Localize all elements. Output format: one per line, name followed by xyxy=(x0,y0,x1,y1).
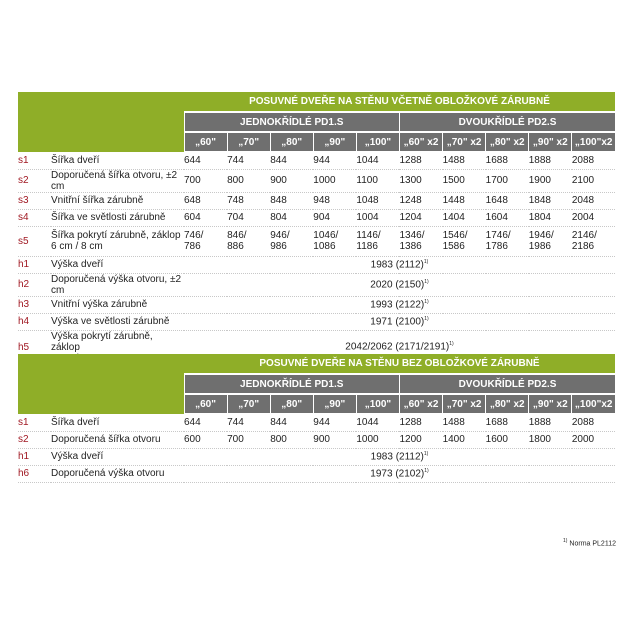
row-code: h4 xyxy=(18,313,51,330)
table-row xyxy=(18,169,615,192)
cell-value: 1400 xyxy=(443,431,486,448)
size-header: „80" xyxy=(270,394,313,414)
cell-value: 2000 xyxy=(572,431,615,448)
row-label: Výška dveří xyxy=(51,448,184,465)
header-corner xyxy=(18,354,184,414)
row-code: s3 xyxy=(18,192,51,209)
cell-value: 1900 xyxy=(529,169,572,192)
table-row xyxy=(18,273,615,296)
cell-value: 1804 xyxy=(529,209,572,226)
table-row xyxy=(18,448,615,465)
cell-value: 1500 xyxy=(443,169,486,192)
cell-value: 844 xyxy=(270,152,313,169)
size-header: „70" xyxy=(227,132,270,152)
table-row xyxy=(18,431,615,448)
cell-value: 800 xyxy=(227,169,270,192)
cell-value: 848 xyxy=(270,192,313,209)
row-label: Vnitřní výška zárubně xyxy=(51,296,184,313)
footnote xyxy=(563,538,616,547)
row-label-line: 6 cm / 8 cm xyxy=(51,241,103,252)
cell-value: 2048 xyxy=(572,192,615,209)
cell-value: 1600 xyxy=(486,431,529,448)
size-header: „100" xyxy=(356,132,399,152)
cell-value: 1204 xyxy=(399,209,442,226)
table-row xyxy=(18,209,615,226)
merged-value: 1973 (2102)$^{1)}$ xyxy=(184,465,615,482)
row-label: Výška ve světlosti zárubně xyxy=(51,313,184,330)
cell-value: 1146/ 1186 xyxy=(356,226,399,256)
size-header: „90" x2 xyxy=(529,394,572,414)
cell-value: 1648 xyxy=(486,192,529,209)
group-double-leaf: DVOUKŘÍDLÉ PD2.S xyxy=(399,374,615,394)
cell-value: 1688 xyxy=(486,152,529,169)
table-row xyxy=(18,414,615,431)
row-code: s2 xyxy=(18,169,51,192)
footnote-marker: 1) xyxy=(424,278,429,285)
cell-value: 748 xyxy=(227,192,270,209)
cell-value: 2088 xyxy=(572,152,615,169)
row-code: h2 xyxy=(18,273,51,296)
size-header: „60" xyxy=(184,132,227,152)
table-row xyxy=(18,256,615,273)
row-code: h6 xyxy=(18,465,51,482)
cell-value: 1546/ 1586 xyxy=(443,226,486,256)
cell-value: 746/ 786 xyxy=(184,226,227,256)
size-header: „100"x2 xyxy=(572,394,615,414)
cell-value: 1046/ 1086 xyxy=(313,226,356,256)
cell-value: 700 xyxy=(227,431,270,448)
merged-value: 2020 (2150)$^{1)}$ xyxy=(184,273,615,296)
table-row xyxy=(18,192,615,209)
size-header: „70" x2 xyxy=(443,394,486,414)
size-header: „90" x2 xyxy=(529,132,572,152)
cell-value: 904 xyxy=(313,209,356,226)
cell-value: 1288 xyxy=(399,152,442,169)
footnote-marker: 1) xyxy=(424,298,429,305)
cell-value: 1688 xyxy=(486,414,529,431)
cell-value: 1048 xyxy=(356,192,399,209)
size-header: „60" x2 xyxy=(399,394,442,414)
row-label: Výška dveří xyxy=(51,256,184,273)
footnote-text: Norma PL2112 xyxy=(569,540,616,548)
cell-value: 1488 xyxy=(443,414,486,431)
size-header: „100"x2 xyxy=(572,132,615,152)
cell-value: 800 xyxy=(270,431,313,448)
size-header: „70" xyxy=(227,394,270,414)
table-row xyxy=(18,296,615,313)
cell-value: 846/ 886 xyxy=(227,226,270,256)
cell-value: 1946/ 1986 xyxy=(529,226,572,256)
cell-value: 704 xyxy=(227,209,270,226)
cell-value: 2004 xyxy=(572,209,615,226)
row-label: Doporučená šířka otvoru xyxy=(51,431,184,448)
cell-value: 1888 xyxy=(529,414,572,431)
cell-value: 844 xyxy=(270,414,313,431)
size-header: „80" x2 xyxy=(486,132,529,152)
cell-value: 1604 xyxy=(486,209,529,226)
row-code: h3 xyxy=(18,296,51,313)
row-code: s2 xyxy=(18,431,51,448)
cell-value: 1700 xyxy=(486,169,529,192)
cell-value: 1848 xyxy=(529,192,572,209)
cell-value: 946/ 986 xyxy=(270,226,313,256)
cell-value: 948 xyxy=(313,192,356,209)
footnote-marker: 1) xyxy=(424,467,429,474)
row-label: Doporučená výška otvoru, ±2 cm xyxy=(51,273,184,296)
row-code: s1 xyxy=(18,152,51,169)
row-label-line: Výška pokrytí zárubně, záklop xyxy=(51,330,153,353)
cell-value: 644 xyxy=(184,414,227,431)
cell-value: 2088 xyxy=(572,414,615,431)
cell-value: 1200 xyxy=(399,431,442,448)
cell-value: 648 xyxy=(184,192,227,209)
cell-value: 944 xyxy=(313,152,356,169)
table-row xyxy=(18,152,615,169)
row-code: h5 xyxy=(18,330,51,364)
group-single-leaf: JEDNOKŘÍDLÉ PD1.S xyxy=(184,374,399,394)
cell-value: 1448 xyxy=(443,192,486,209)
row-label: Doporučená výška otvoru xyxy=(51,465,184,482)
row-label: Šířka ve světlosti zárubně xyxy=(51,209,184,226)
cell-value: 944 xyxy=(313,414,356,431)
merged-value: 1983 (2112)$^{1)}$ xyxy=(184,448,615,465)
merged-value: 1971 (2100)$^{1)}$ xyxy=(184,313,615,330)
size-header: „80" xyxy=(270,132,313,152)
cell-value: 1248 xyxy=(399,192,442,209)
row-code: s1 xyxy=(18,414,51,431)
cell-value: 1746/ 1786 xyxy=(486,226,529,256)
row-code: h1 xyxy=(18,448,51,465)
cell-value: 1346/ 1386 xyxy=(399,226,442,256)
cell-value: 1488 xyxy=(443,152,486,169)
row-code: s4 xyxy=(18,209,51,226)
cell-value: 2100 xyxy=(572,169,615,192)
footnote-marker: 1) xyxy=(563,538,568,544)
row-label: Šířka dveří xyxy=(51,152,184,169)
table-title: POSUVNÉ DVEŘE NA STĚNU BEZ OBLOŽKOVÉ ZÁRUBNĚ xyxy=(184,354,615,374)
cell-value: 1288 xyxy=(399,414,442,431)
footnote-marker: 1) xyxy=(423,450,429,457)
row-label: Doporučená šířka otvoru, ±2 cm xyxy=(51,169,184,192)
table-title: POSUVNÉ DVEŘE NA STĚNU VČETNĚ OBLOŽKOVÉ ZÁRUBNĚ xyxy=(184,92,615,112)
cell-value: 644 xyxy=(184,152,227,169)
merged-value: 1993 (2122)$^{1)}$ xyxy=(184,296,615,313)
table-row xyxy=(18,465,615,482)
cell-value: 1004 xyxy=(356,209,399,226)
size-header: „60" xyxy=(184,394,227,414)
size-header: „80" x2 xyxy=(486,394,529,414)
row-code: h1 xyxy=(18,256,51,273)
cell-value: 744 xyxy=(227,414,270,431)
cell-value: 900 xyxy=(270,169,313,192)
footnote-marker: 1) xyxy=(449,341,454,348)
footnote-marker: 1) xyxy=(423,258,429,265)
cell-value: 2146/ 2186 xyxy=(572,226,615,256)
cell-value: 1000 xyxy=(313,169,356,192)
cell-value: 1800 xyxy=(529,431,572,448)
table-row xyxy=(18,313,615,330)
size-header: „60" x2 xyxy=(399,132,442,152)
cell-value: 604 xyxy=(184,209,227,226)
merged-value: 2042/2062 (2171/2191)$^{1)}$ xyxy=(184,330,615,364)
cell-value: 1000 xyxy=(356,431,399,448)
cell-value: 1404 xyxy=(443,209,486,226)
size-header: „70" x2 xyxy=(443,132,486,152)
cell-value: 1100 xyxy=(356,169,399,192)
size-header: „90" xyxy=(313,394,356,414)
size-header: „100" xyxy=(356,394,399,414)
merged-value: 1983 (2112)$^{1)}$ xyxy=(184,256,615,273)
cell-value: 804 xyxy=(270,209,313,226)
cell-value: 900 xyxy=(313,431,356,448)
cell-value: 1300 xyxy=(399,169,442,192)
row-label xyxy=(51,226,184,256)
group-double-leaf: DVOUKŘÍDLÉ PD2.S xyxy=(399,112,615,132)
row-label: Vnitřní šířka zárubně xyxy=(51,192,184,209)
size-header: „90" xyxy=(313,132,356,152)
table-row xyxy=(18,226,615,256)
cell-value: 744 xyxy=(227,152,270,169)
spec-table-with-frame xyxy=(18,92,615,365)
cell-value: 700 xyxy=(184,169,227,192)
cell-value: 1044 xyxy=(356,414,399,431)
group-single-leaf: JEDNOKŘÍDLÉ PD1.S xyxy=(184,112,399,132)
row-code: s5 xyxy=(18,226,51,256)
header-corner xyxy=(18,92,184,152)
cell-value: 600 xyxy=(184,431,227,448)
row-label-line: Šířka pokrytí zárubně, záklop xyxy=(51,230,181,241)
cell-value: 1044 xyxy=(356,152,399,169)
footnote-marker: 1) xyxy=(424,315,429,322)
cell-value: 1888 xyxy=(529,152,572,169)
spec-table-without-frame xyxy=(18,354,615,483)
row-label: Šířka dveří xyxy=(51,414,184,431)
